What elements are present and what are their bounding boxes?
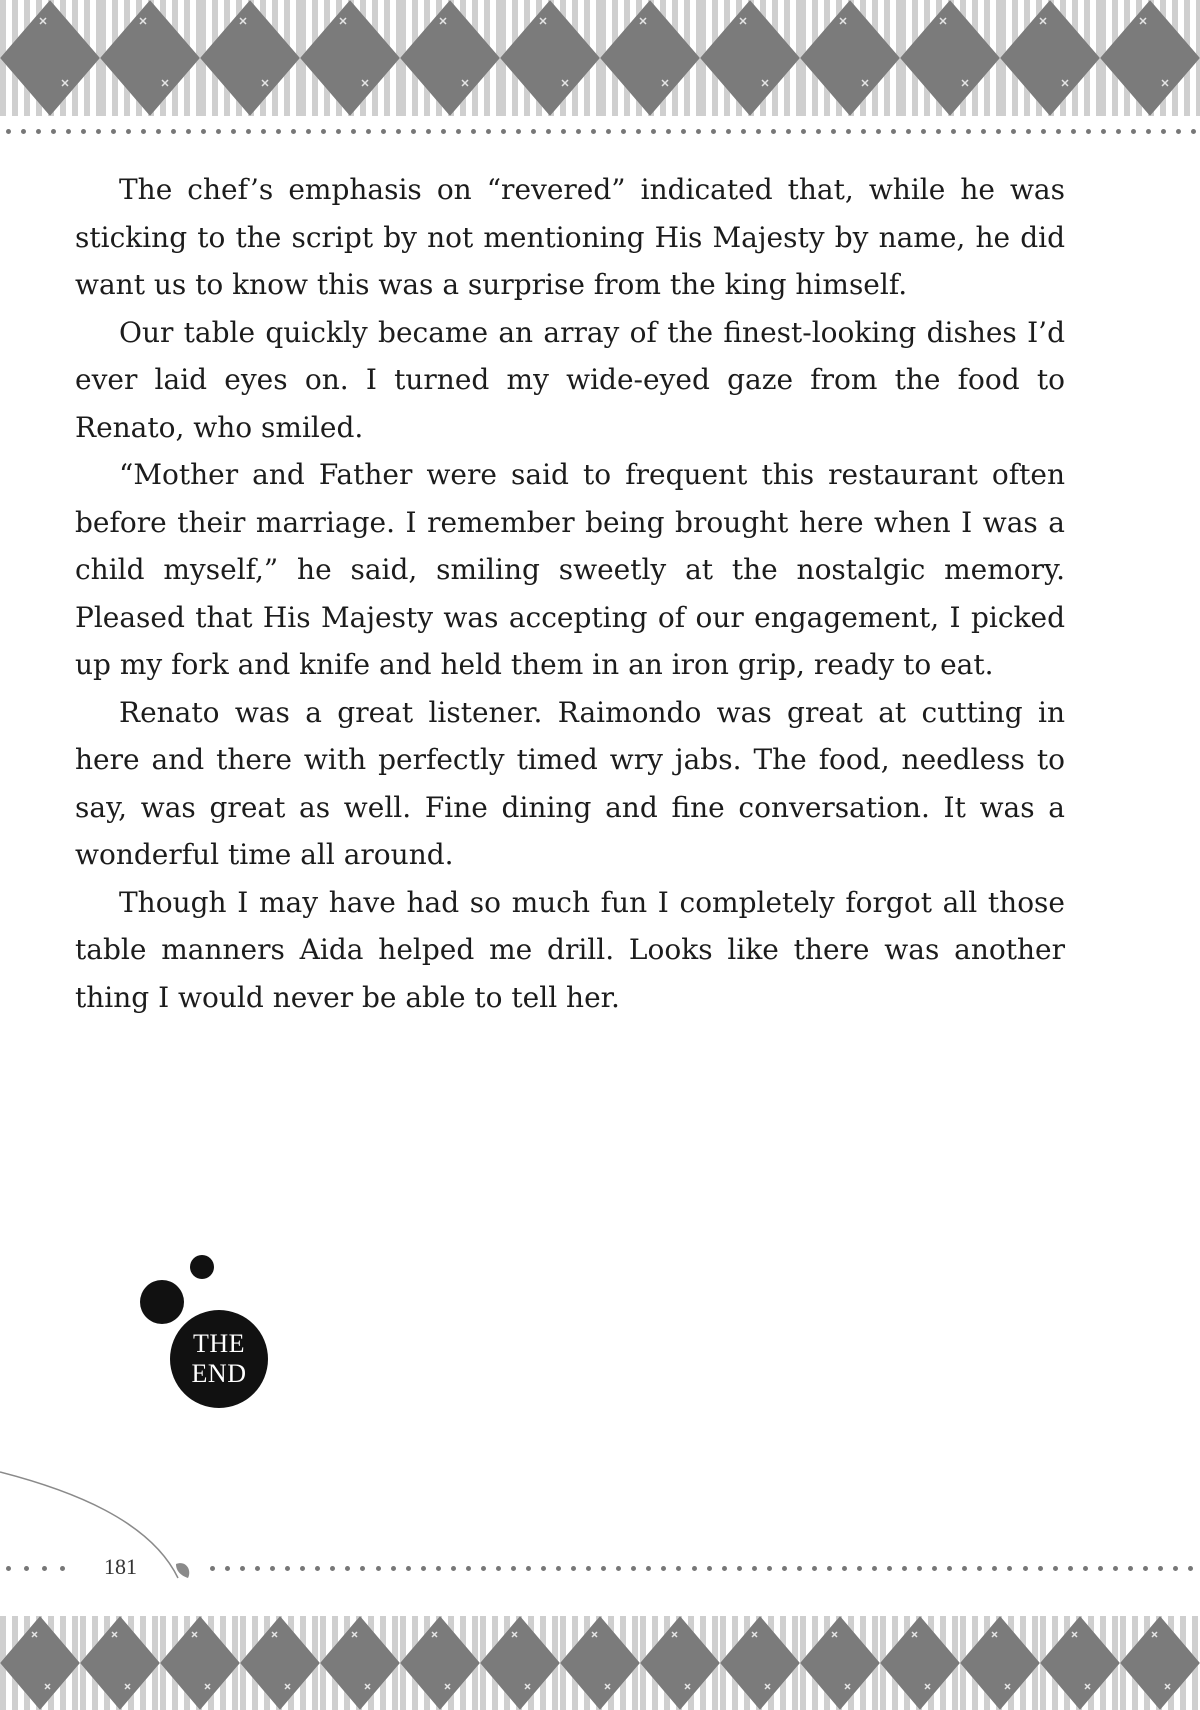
end-decor-dot-small xyxy=(190,1255,214,1279)
paragraph: The chef’s emphasis on “revered” indicated that, while he was sticking to the script by not mentioning His Majesty by name, he did want us to know this was a surprise from the king himself. xyxy=(75,173,1065,301)
body-text xyxy=(75,166,1065,1021)
top-dotted-rule xyxy=(6,129,1196,134)
paragraph: “Mother and Father were said to frequent this restaurant often before their marriage. I remember being brought here when I was a child myself,” he said, smiling sweetly at the nostalgic memory. Pleased that His Majesty was accepting of our engagement, I picked up my fork and knife and held them in an iron grip, ready to eat. xyxy=(75,458,1065,681)
bottom-argyle-border xyxy=(0,1616,1200,1710)
the-end-line2: END xyxy=(191,1359,247,1388)
leaf-icon xyxy=(176,1563,189,1578)
end-decor-dot-medium xyxy=(140,1280,184,1324)
paragraph: Renato was a great listener. Raimondo was great at cutting in here and there with perfectly timed wry jabs. The food, needless to say, was great as well. Fine dining and fine conversation. It was a wonderful time all around. xyxy=(75,695,1065,871)
page-number: 181 xyxy=(104,1554,137,1579)
the-end-line1: THE xyxy=(192,1329,246,1358)
paragraph: Our table quickly became an array of the finest-looking dishes I’d ever laid eyes on. I turned my wide-eyed gaze from the food to Renato, who smiled. xyxy=(75,315,1065,444)
bottom-dotted-rule-right xyxy=(210,1566,1194,1571)
the-end-badge xyxy=(170,1310,268,1408)
top-argyle-border xyxy=(0,0,1200,116)
paragraph: Though I may have had so much fun I completely forgot all those table manners Aida helped me drill. Looks like there was another thing I would never be able to tell her. xyxy=(75,885,1065,1014)
bottom-dotted-rule-left xyxy=(6,1566,65,1571)
